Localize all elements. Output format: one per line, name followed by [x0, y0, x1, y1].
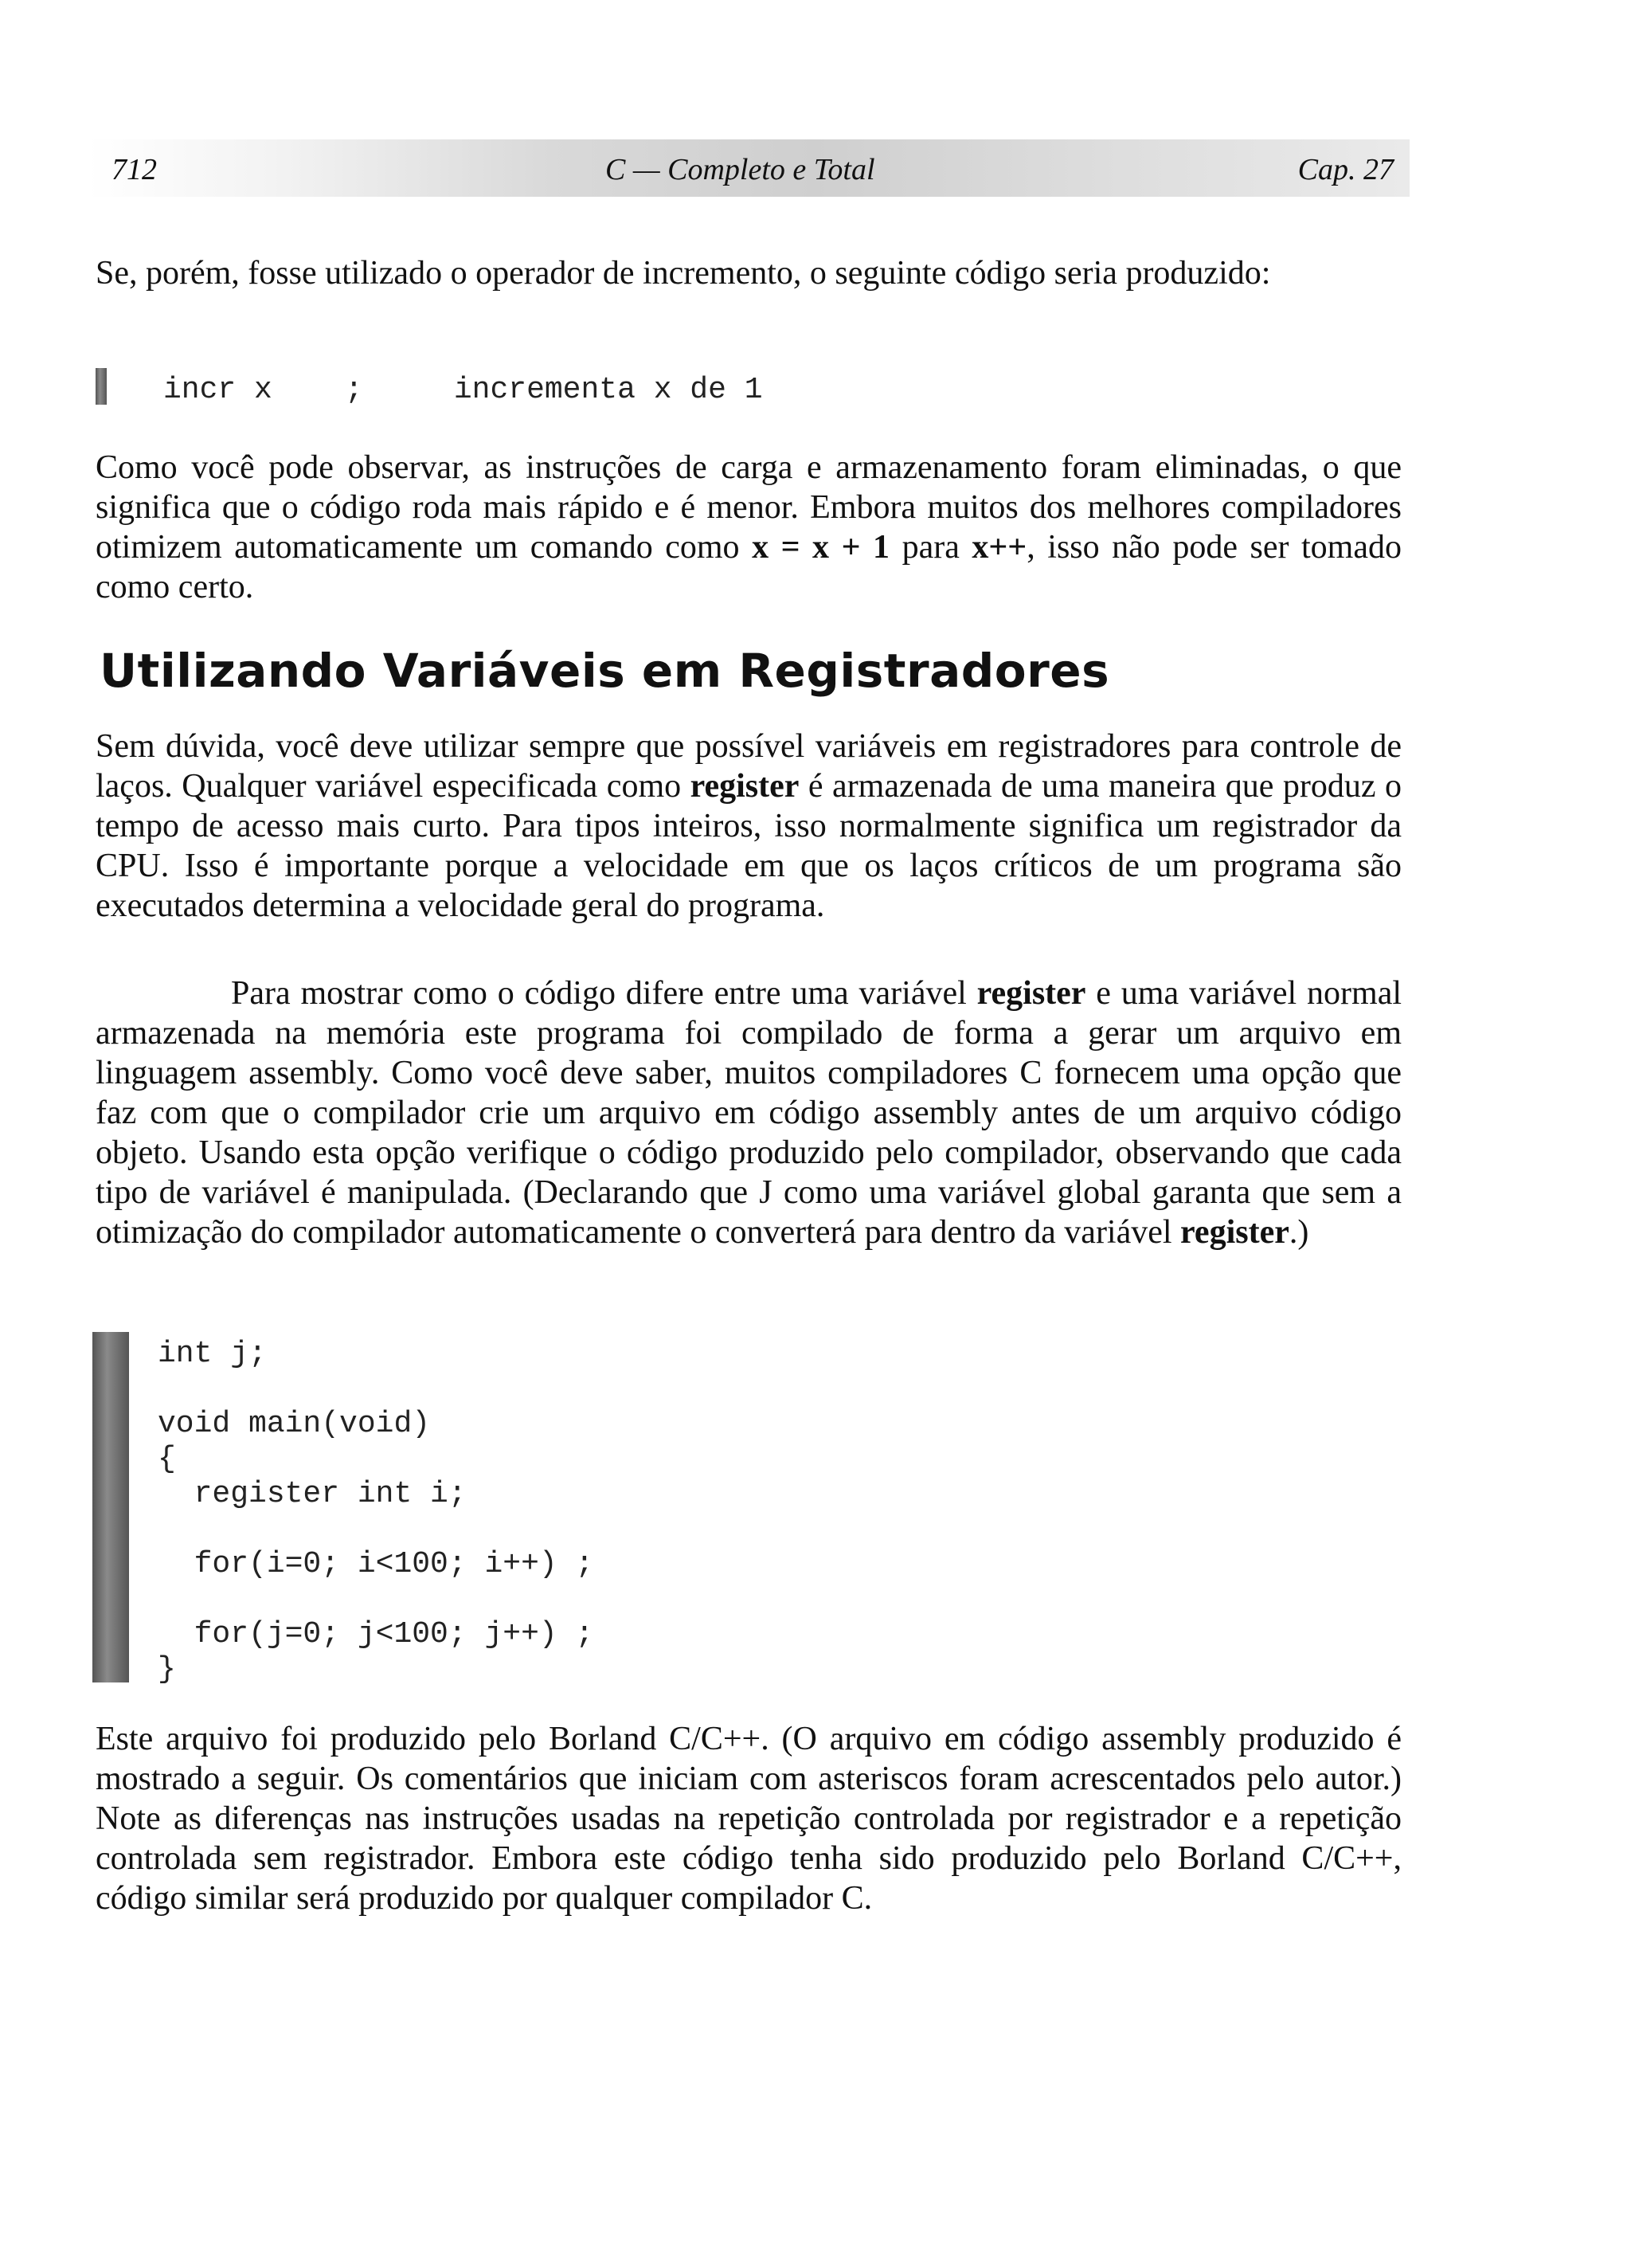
paragraph-registradores: Sem dúvida, você deve utilizar sempre que possível variáveis em registradores para controle de laços. Qualquer variável especificada como register é armazenada de uma maneira que produz o tempo de acesso mais curto. Para tipos inteiros, isso normalmente significa um registrador da CPU. Isso é importante porque a velocidade em que os laços críticos de um programa são executados determina a velocidade geral do programa. — [96, 728, 1402, 924]
inline-code: x = x + 1 — [752, 529, 890, 566]
keyword-register: register — [690, 768, 800, 805]
paragraph-incremento: Como você pode observar, as instruções de carga e armazenamento foram eliminadas, o que significa que o código roda mais rápido e é menor. Embora muitos dos melhores compiladores otimizem automaticamente um comando como x = x + 1 para x++, isso não pode ser tomado como certo. — [96, 449, 1402, 605]
code-marker-bar — [92, 1332, 129, 1682]
keyword-register: register — [1180, 1214, 1289, 1251]
paragraph-intro: Se, porém, fosse utilizado o operador de incremento, o seguinte código seria produzido: — [96, 255, 1271, 292]
chapter-label: Cap. 27 — [1297, 153, 1394, 186]
code-marker-bar — [96, 368, 107, 405]
running-header — [88, 139, 1410, 197]
code-snippet-incr: incr x ; incrementa x de 1 — [163, 373, 763, 407]
paragraph-assembly: Para mostrar como o código difere entre uma variável register e uma variável normal armazenada na memória este programa foi compilado de forma a gerar um arquivo em linguagem assembly. Como você deve saber, muitos compiladores C fornecem uma opção que faz com que o compilador crie um arquivo em código assembly antes de um arquivo código objeto. Usando esta opção verifique o código produzido pelo compilador, observando que cada tipo de variável é manipulada. (Declarando que J como uma variável global garanta que sem a otimização do compilador automaticamente o converterá para dentro da variável register.) — [96, 975, 1402, 1251]
keyword-register: register — [976, 975, 1086, 1012]
inline-code: x++ — [972, 529, 1027, 566]
section-heading: Utilizando Variáveis em Registradores — [100, 644, 1110, 698]
book-title: C — Completo e Total — [605, 153, 875, 186]
paragraph-borland: Este arquivo foi produzido pelo Borland C/C++. (O arquivo em código assembly produzido é mostrado a seguir. Os comentários que iniciam com asteriscos foram acrescentados pelo autor.) Note as diferenças nas instruções usadas na repetição controlada por registrador e a repetição controlada sem registrador. Embora este código tenha sido produzido pelo Borland C/C++, código similar será produzido por qualquer compilador C. — [96, 1721, 1402, 1917]
page-number: 712 — [111, 153, 157, 186]
code-block-register: int j; void main(void) { register int i; for(i=0; i<100; i++) ; for(j=0; j<100; j++) ; } — [158, 1337, 594, 1686]
